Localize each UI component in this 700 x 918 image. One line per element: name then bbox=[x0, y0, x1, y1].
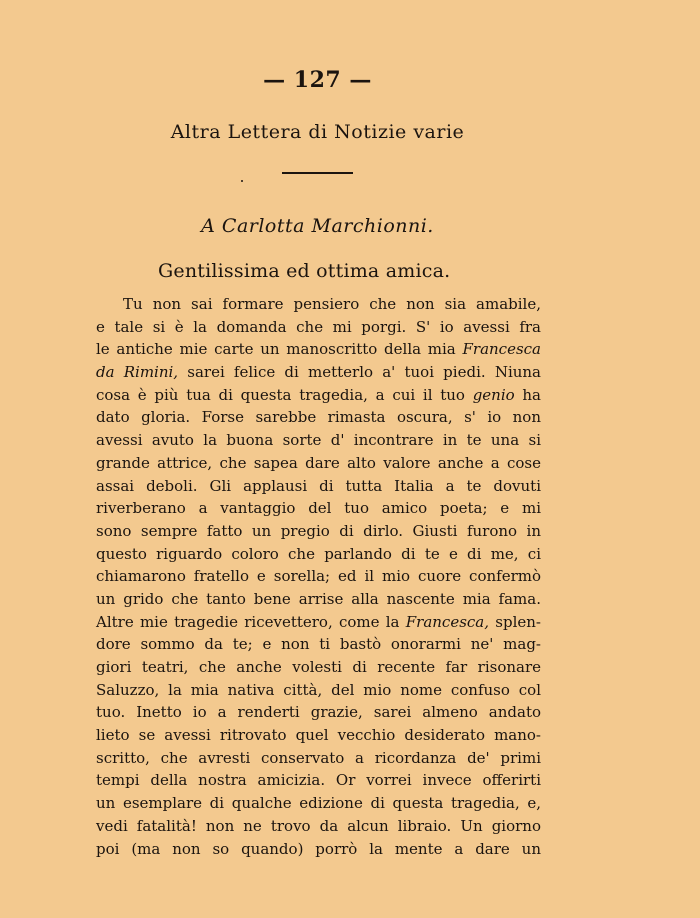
text-fragment: dato gloria. Forse sarebbe rimasta oscura, s' io non bbox=[96, 408, 541, 427]
letter-salutation: Gentilissima ed ottima amica. bbox=[158, 260, 451, 282]
body-line bbox=[96, 452, 541, 475]
text-fragment: ha bbox=[514, 385, 541, 404]
body-line bbox=[96, 656, 541, 679]
text-fragment: scritto, che avresti conservato a ricordanza de' primi bbox=[96, 748, 541, 767]
section-title: Altra Lettera di Notizie varie bbox=[170, 121, 465, 143]
text-fragment: avessi avuto la buona sorte d' incontrare in te una si bbox=[96, 431, 541, 450]
italic-text-fragment: Francesca bbox=[462, 340, 541, 359]
text-fragment: tuo. Inetto io a renderti grazie, sarei almeno andato bbox=[96, 703, 541, 722]
body-line bbox=[96, 316, 541, 339]
body-line bbox=[96, 565, 541, 588]
body-line bbox=[96, 406, 541, 429]
text-fragment: grande attrice, che sapea dare alto valore anche a cose bbox=[96, 453, 541, 472]
body-line bbox=[96, 611, 541, 634]
text-fragment: tempi della nostra amicizia. Or vorrei invece offerirti bbox=[96, 771, 541, 790]
text-fragment: sono sempre fatto un pregio di dirlo. Giusti furono in bbox=[96, 521, 541, 540]
letter-addressee: A Carlotta Marchionni. bbox=[201, 215, 434, 237]
text-fragment: questo riguardo coloro che parlando di te e di me, ci bbox=[96, 544, 541, 563]
italic-text-fragment: Francesca, bbox=[405, 612, 490, 631]
text-fragment: cosa è più tua di questa tragedia, a cui il tuo bbox=[96, 385, 473, 404]
body-line bbox=[96, 338, 541, 361]
body-line bbox=[96, 588, 541, 611]
letter-body bbox=[96, 293, 541, 860]
text-fragment: riverberano a vantaggio del tuo amico poeta; e mi bbox=[96, 499, 541, 518]
body-line bbox=[96, 520, 541, 543]
text-fragment: dore sommo da te; e non ti bastò onorarmi ne' mag- bbox=[96, 635, 541, 654]
text-fragment: un esemplare di qualche edizione di questa tragedia, e, bbox=[96, 794, 541, 813]
body-line bbox=[96, 293, 541, 316]
body-line bbox=[96, 497, 541, 520]
body-line bbox=[96, 701, 541, 724]
body-line bbox=[96, 633, 541, 656]
page-number: — 127 — bbox=[263, 67, 372, 93]
text-fragment: giori teatri, che anche volesti di recente far risonare bbox=[96, 658, 541, 676]
italic-text-fragment: genio bbox=[472, 385, 515, 404]
body-line bbox=[96, 475, 541, 498]
text-fragment: vedi fatalità! non ne trovo da alcun libraio. Un giorno bbox=[96, 816, 541, 835]
text-fragment: e tale si è la domanda che mi porgi. S' io avessi fra bbox=[96, 317, 541, 336]
text-fragment: un grido che tanto bene arrise alla nascente mia fama. bbox=[96, 589, 541, 608]
text-fragment: sarei felice di metterlo a' tuoi piedi. Niuna bbox=[178, 363, 542, 382]
text-fragment: poi (ma non so quando) porrò la mente a dare un bbox=[96, 839, 541, 858]
text-fragment: le antiche mie carte un manoscritto della mia bbox=[96, 340, 463, 359]
body-line bbox=[96, 543, 541, 566]
body-line bbox=[96, 815, 541, 838]
body-line bbox=[96, 361, 541, 384]
text-fragment: Tu non sai formare pensiero che non sia amabile, bbox=[123, 295, 541, 313]
text-fragment: Saluzzo, la mia nativa città, del mio nome confuso col bbox=[96, 680, 541, 699]
text-fragment: splen- bbox=[489, 612, 541, 631]
title-rule bbox=[282, 172, 353, 174]
body-line bbox=[96, 384, 541, 407]
print-dot bbox=[241, 180, 243, 182]
text-fragment: chiamarono fratello e sorella; ed il mio cuore confermò bbox=[96, 567, 541, 586]
body-line bbox=[96, 792, 541, 815]
text-fragment: assai deboli. Gli applausi di tutta Italia a te dovuti bbox=[96, 476, 541, 495]
body-line bbox=[96, 838, 541, 861]
body-line bbox=[96, 429, 541, 452]
text-fragment: lieto se avessi ritrovato quel vecchio desiderato mano- bbox=[96, 726, 541, 745]
body-line bbox=[96, 679, 541, 702]
body-line bbox=[96, 747, 541, 770]
italic-text-fragment: da Rimini, bbox=[96, 363, 179, 382]
body-line bbox=[96, 724, 541, 747]
body-line bbox=[96, 769, 541, 792]
text-fragment: Altre mie tragedie ricevettero, come la bbox=[96, 612, 406, 631]
